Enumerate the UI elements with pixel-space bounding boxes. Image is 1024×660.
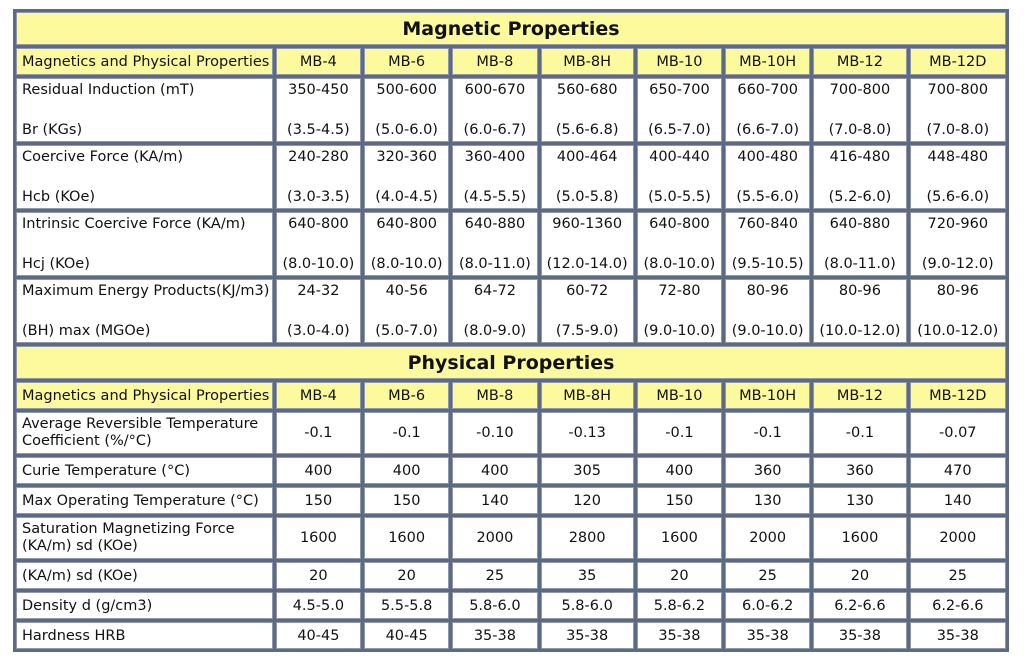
table-row: [16, 622, 1006, 649]
value-cell: 1600: [276, 517, 361, 559]
property-unit-label: Hcj (KOe): [22, 256, 90, 272]
value-si: 24-32: [297, 283, 340, 299]
column-header-model: MB-8: [452, 382, 537, 409]
column-header-model: MB-12D: [910, 382, 1006, 409]
value-cell: 150: [364, 487, 449, 514]
value-cell: 400: [364, 457, 449, 484]
value-cell: -0.1: [637, 412, 722, 454]
value-cgs: (7.5-9.0): [555, 323, 619, 339]
value-cell: [637, 279, 722, 343]
property-label: Density d (g/cm3): [16, 592, 273, 619]
value-cell: [364, 78, 449, 142]
value-cell: 35: [541, 562, 634, 589]
value-cell: [276, 145, 361, 209]
value-si: 400-480: [737, 149, 798, 165]
value-cell: 5.8-6.0: [452, 592, 537, 619]
table-row: [16, 145, 1006, 209]
value-cell: [910, 145, 1006, 209]
value-cell: -0.1: [813, 412, 906, 454]
value-si: 640-800: [376, 216, 437, 232]
value-cell: -0.1: [276, 412, 361, 454]
value-cell: 150: [276, 487, 361, 514]
value-cgs: (3.5-4.5): [287, 122, 350, 138]
value-cgs: (8.0-10.0): [282, 256, 355, 272]
value-cell: -0.1: [725, 412, 810, 454]
table-row: [16, 457, 1006, 484]
value-cell: [276, 78, 361, 142]
table-row: [16, 562, 1006, 589]
value-cgs: (6.0-6.7): [463, 122, 527, 138]
value-si: 72-80: [658, 283, 701, 299]
value-cell: 150: [637, 487, 722, 514]
properties-table: [13, 9, 1009, 652]
value-cell: 25: [725, 562, 810, 589]
value-cell: 470: [910, 457, 1006, 484]
value-cgs: (5.5-6.0): [736, 189, 799, 205]
value-cell: 35-38: [813, 622, 906, 649]
value-cgs: (8.0-10.0): [370, 256, 443, 272]
value-cell: [725, 78, 810, 142]
value-cgs: (8.0-9.0): [463, 323, 527, 339]
value-cell: 400: [452, 457, 537, 484]
value-cgs: (5.0-6.0): [375, 122, 438, 138]
value-si: 400-464: [556, 149, 618, 165]
value-cell: 360: [725, 457, 810, 484]
value-si: 416-480: [829, 149, 891, 165]
value-cgs: (7.0-8.0): [828, 122, 892, 138]
value-cell: 360: [813, 457, 906, 484]
value-cgs: (9.0-10.0): [731, 323, 804, 339]
value-si: 40-56: [385, 283, 428, 299]
value-cgs: (10.0-12.0): [819, 323, 901, 339]
value-cell: [541, 78, 634, 142]
value-cgs: (5.2-6.0): [828, 189, 892, 205]
value-si: 64-72: [473, 283, 516, 299]
value-cell: [364, 279, 449, 343]
property-label: Intrinsic Coercive Force (KA/m): [22, 216, 246, 232]
property-label: Maximum Energy Products(KJ/m3): [22, 283, 270, 299]
value-cell: 140: [452, 487, 537, 514]
value-cgs: (6.6-7.0): [736, 122, 799, 138]
value-cell: 40-45: [364, 622, 449, 649]
value-si: 80-96: [838, 283, 881, 299]
value-cell: 305: [541, 457, 634, 484]
value-cell: 2000: [452, 517, 537, 559]
value-cell: 1600: [637, 517, 722, 559]
column-header-model: MB-6: [364, 382, 449, 409]
value-cell: [725, 212, 810, 276]
value-cgs: (9.0-12.0): [921, 256, 994, 272]
column-header-model: MB-12: [813, 382, 906, 409]
value-cgs: (4.5-5.5): [463, 189, 527, 205]
column-header-model: MB-10: [637, 382, 722, 409]
table-row: [16, 212, 1006, 276]
value-cell: 20: [813, 562, 906, 589]
value-si: 640-880: [464, 216, 526, 232]
value-cell: 2000: [725, 517, 810, 559]
value-cell: 5.8-6.0: [541, 592, 634, 619]
value-si: 640-880: [829, 216, 891, 232]
value-si: 660-700: [737, 82, 798, 98]
column-header-model: MB-10H: [725, 382, 810, 409]
value-cell: [452, 279, 537, 343]
header-label: Magnetics and Physical Properties: [16, 382, 273, 409]
value-cell: 130: [725, 487, 810, 514]
column-header-model: MB-8: [452, 48, 537, 75]
column-header-model: MB-8H: [541, 382, 634, 409]
value-cgs: (5.0-5.8): [555, 189, 619, 205]
value-cell: 4.5-5.0: [276, 592, 361, 619]
column-header-model: MB-6: [364, 48, 449, 75]
value-cell: [725, 279, 810, 343]
value-cell: -0.1: [364, 412, 449, 454]
column-header-model: MB-10H: [725, 48, 810, 75]
value-cell: 400: [276, 457, 361, 484]
value-cgs: (5.6-6.0): [926, 189, 990, 205]
value-cell: 35-38: [637, 622, 722, 649]
column-header-model: MB-12D: [910, 48, 1006, 75]
value-si: 720-960: [927, 216, 989, 232]
property-unit-label: Hcb (KOe): [22, 189, 96, 205]
column-header-model: MB-4: [276, 48, 361, 75]
value-cgs: (5.6-6.8): [555, 122, 619, 138]
value-cgs: (9.5-10.5): [731, 256, 804, 272]
value-si: 60-72: [566, 283, 609, 299]
property-label: Residual Induction (mT): [22, 82, 195, 98]
table-row: [16, 592, 1006, 619]
property-label-cell: [16, 78, 273, 142]
magnetic-header-row: [16, 48, 1006, 75]
value-si: 700-800: [829, 82, 891, 98]
value-cell: -0.07: [910, 412, 1006, 454]
value-si: 400-440: [649, 149, 710, 165]
value-cgs: (4.0-4.5): [375, 189, 438, 205]
value-si: 640-800: [288, 216, 349, 232]
value-cell: 6.2-6.6: [813, 592, 906, 619]
value-si: 700-800: [927, 82, 989, 98]
value-cell: [637, 145, 722, 209]
value-cell: 20: [364, 562, 449, 589]
value-cgs: (8.0-11.0): [458, 256, 531, 272]
value-cell: 35-38: [725, 622, 810, 649]
value-cell: 1600: [364, 517, 449, 559]
value-cell: [910, 212, 1006, 276]
value-cell: [364, 145, 449, 209]
value-si: 350-450: [288, 82, 349, 98]
value-cell: [813, 78, 906, 142]
value-si: 600-670: [464, 82, 526, 98]
value-cell: [541, 212, 634, 276]
value-cell: -0.13: [541, 412, 634, 454]
value-cgs: (8.0-10.0): [643, 256, 716, 272]
value-cgs: (3.0-4.0): [287, 323, 350, 339]
value-cell: 6.2-6.6: [910, 592, 1006, 619]
physical-header-row: [16, 382, 1006, 409]
physical-section-title: Physical Properties: [16, 346, 1006, 379]
value-cell: [910, 78, 1006, 142]
value-cell: [541, 279, 634, 343]
magnetic-section-title: Magnetic Properties: [16, 12, 1006, 45]
value-si: 760-840: [737, 216, 798, 232]
value-cell: 35-38: [910, 622, 1006, 649]
column-header-model: MB-10: [637, 48, 722, 75]
value-cell: [725, 145, 810, 209]
property-label: Max Operating Temperature (°C): [16, 487, 273, 514]
value-cell: [813, 279, 906, 343]
value-si: 360-400: [464, 149, 526, 165]
column-header-model: MB-12: [813, 48, 906, 75]
property-unit-label: Br (KGs): [22, 122, 83, 138]
header-label: Magnetics and Physical Properties: [16, 48, 273, 75]
value-cell: [276, 212, 361, 276]
property-label-cell: [16, 212, 273, 276]
value-cell: [364, 212, 449, 276]
table-row: [16, 412, 1006, 454]
physical-section-title-row: [16, 346, 1006, 379]
value-cell: 5.5-5.8: [364, 592, 449, 619]
value-cgs: (12.0-14.0): [546, 256, 628, 272]
value-cgs: (7.0-8.0): [926, 122, 990, 138]
value-cell: 25: [910, 562, 1006, 589]
property-unit-label: (BH) max (MGOe): [22, 323, 151, 339]
value-si: 80-96: [936, 283, 979, 299]
value-si: 240-280: [288, 149, 349, 165]
value-cgs: (10.0-12.0): [917, 323, 999, 339]
value-si: 650-700: [649, 82, 710, 98]
property-label: Average Reversible Temperature Coefficient (%/°C): [16, 412, 273, 454]
value-cell: 2800: [541, 517, 634, 559]
value-cell: [452, 145, 537, 209]
value-cell: 40-45: [276, 622, 361, 649]
value-cell: 120: [541, 487, 634, 514]
value-cell: 20: [276, 562, 361, 589]
value-cgs: (9.0-10.0): [643, 323, 716, 339]
value-cell: [452, 78, 537, 142]
value-cell: 35-38: [452, 622, 537, 649]
value-si: 640-800: [649, 216, 710, 232]
table-row: [16, 279, 1006, 343]
value-cell: [452, 212, 537, 276]
value-cell: 140: [910, 487, 1006, 514]
value-si: 960-1360: [552, 216, 623, 232]
property-label: Coercive Force (KA/m): [22, 149, 184, 165]
property-label-cell: [16, 145, 273, 209]
property-label: Saturation Magnetizing Force (KA/m) sd (KOe): [16, 517, 273, 559]
table-row: [16, 78, 1006, 142]
value-si: 560-680: [556, 82, 618, 98]
value-cgs: (3.0-3.5): [287, 189, 350, 205]
column-header-model: MB-4: [276, 382, 361, 409]
column-header-model: MB-8H: [541, 48, 634, 75]
value-cell: 130: [813, 487, 906, 514]
property-label-cell: [16, 279, 273, 343]
property-label: Curie Temperature (°C): [16, 457, 273, 484]
value-cgs: (6.5-7.0): [648, 122, 711, 138]
value-si: 80-96: [746, 283, 789, 299]
value-cell: 20: [637, 562, 722, 589]
property-label: Hardness HRB: [16, 622, 273, 649]
value-si: 448-480: [927, 149, 989, 165]
table-row: [16, 487, 1006, 514]
value-cell: 6.0-6.2: [725, 592, 810, 619]
value-cell: [276, 279, 361, 343]
value-cell: 25: [452, 562, 537, 589]
value-cell: 35-38: [541, 622, 634, 649]
value-si: 320-360: [376, 149, 437, 165]
value-cgs: (8.0-11.0): [823, 256, 896, 272]
properties-table-wrapper: [13, 9, 1009, 652]
value-cell: 1600: [813, 517, 906, 559]
value-cell: [910, 279, 1006, 343]
value-cell: 5.8-6.2: [637, 592, 722, 619]
value-cell: 400: [637, 457, 722, 484]
table-row: [16, 517, 1006, 559]
value-cell: -0.10: [452, 412, 537, 454]
property-label: (KA/m) sd (KOe): [16, 562, 273, 589]
value-si: 500-600: [376, 82, 437, 98]
value-cell: [637, 78, 722, 142]
value-cell: [813, 145, 906, 209]
magnetic-section-title-row: [16, 12, 1006, 45]
value-cell: [813, 212, 906, 276]
value-cgs: (5.0-7.0): [375, 323, 438, 339]
value-cell: 2000: [910, 517, 1006, 559]
value-cell: [541, 145, 634, 209]
properties-table-body: [16, 12, 1006, 649]
value-cell: [637, 212, 722, 276]
value-cgs: (5.0-5.5): [648, 189, 711, 205]
